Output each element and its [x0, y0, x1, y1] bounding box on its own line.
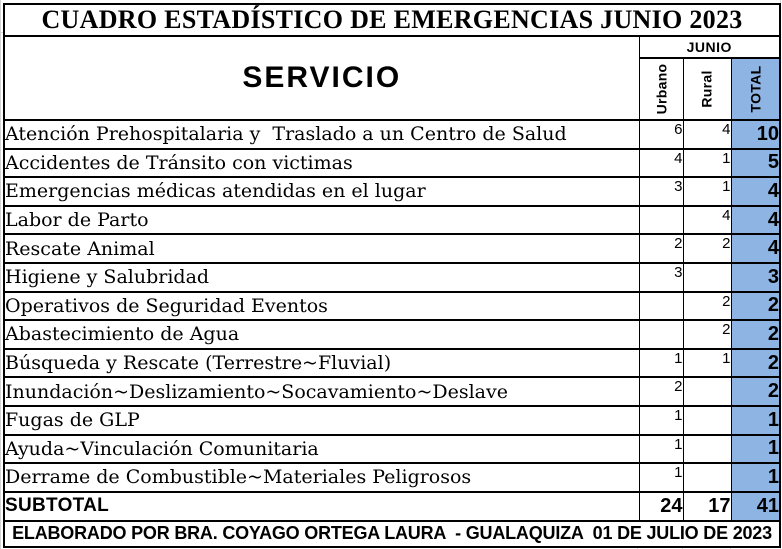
total-value: 1	[731, 435, 780, 464]
service-name: Abastecimiento de Agua	[4, 320, 639, 349]
table-row	[4, 435, 780, 464]
table-row	[4, 120, 780, 149]
total-column-header	[731, 58, 780, 120]
month-header: JUNIO	[639, 36, 780, 58]
rural-column-header	[683, 58, 731, 120]
rural-value: 4	[683, 206, 731, 235]
table-row	[4, 320, 780, 349]
urbano-value: 3	[639, 177, 683, 206]
sheet-gridline	[0, 0, 1, 549]
title-row	[4, 4, 780, 36]
total-value: 2	[731, 292, 780, 321]
table-row	[4, 349, 780, 378]
total-value: 1	[731, 463, 780, 492]
table-row	[4, 206, 780, 235]
total-value: 5	[731, 149, 780, 178]
urbano-value: 1	[639, 463, 683, 492]
subtotal-urbano-value: 24	[639, 492, 683, 521]
service-name: Higiene y Salubridad	[4, 263, 639, 292]
urbano-value: 1	[639, 349, 683, 378]
footer-row	[4, 521, 780, 547]
rural-value: 2	[683, 320, 731, 349]
rural-value	[683, 463, 731, 492]
service-name: Accidentes de Tránsito con victimas	[4, 149, 639, 178]
rural-value: 1	[683, 149, 731, 178]
elaborated-by-note: ELABORADO POR BRA. COYAGO ORTEGA LAURA - GUALAQUIZA 01 DE JULIO DE 2023	[4, 521, 780, 547]
urbano-value: 2	[639, 377, 683, 406]
table-row	[4, 377, 780, 406]
urbano-value	[639, 292, 683, 321]
service-name: Derrame de Combustible~Materiales Peligrosos	[4, 463, 639, 492]
table-row	[4, 177, 780, 206]
rural-value	[683, 263, 731, 292]
rural-value	[683, 406, 731, 435]
total-value: 1	[731, 406, 780, 435]
service-rows	[4, 120, 780, 492]
urbano-value: 4	[639, 149, 683, 178]
urbano-value	[639, 206, 683, 235]
table-row	[4, 463, 780, 492]
total-column-label: TOTAL	[747, 65, 764, 113]
total-value: 10	[731, 120, 780, 149]
urbano-value	[639, 320, 683, 349]
total-value: 2	[731, 377, 780, 406]
total-value: 4	[731, 234, 780, 263]
urbano-value: 1	[639, 435, 683, 464]
header-row-month	[4, 36, 780, 58]
total-value: 4	[731, 206, 780, 235]
total-value: 2	[731, 320, 780, 349]
rural-value: 2	[683, 292, 731, 321]
service-name: Operativos de Seguridad Eventos	[4, 292, 639, 321]
total-value: 4	[731, 177, 780, 206]
total-value: 2	[731, 349, 780, 378]
service-name: Búsqueda y Rescate (Terrestre~Fluvial)	[4, 349, 639, 378]
table-row	[4, 406, 780, 435]
service-column-header: SERVICIO	[4, 36, 639, 120]
service-name: Labor de Parto	[4, 206, 639, 235]
service-name: Inundación~Deslizamiento~Socavamiento~Deslave	[4, 377, 639, 406]
urbano-column-label: Urbano	[653, 63, 669, 115]
urbano-value: 6	[639, 120, 683, 149]
service-name: Fugas de GLP	[4, 406, 639, 435]
rotated-label-box	[732, 59, 780, 119]
rural-value: 4	[683, 120, 731, 149]
table-row	[4, 149, 780, 178]
subtotal-label: SUBTOTAL	[4, 492, 639, 521]
urbano-column-header	[639, 58, 683, 120]
rural-column-label: Rural	[698, 70, 715, 108]
urbano-value: 3	[639, 263, 683, 292]
table-row	[4, 292, 780, 321]
service-name: Rescate Animal	[4, 234, 639, 263]
rural-value: 1	[683, 349, 731, 378]
service-name: Ayuda~Vinculación Comunitaria	[4, 435, 639, 464]
subtotal-row	[4, 492, 780, 521]
urbano-value: 1	[639, 406, 683, 435]
table-row	[4, 234, 780, 263]
service-name: Emergencias médicas atendidas en el lugar	[4, 177, 639, 206]
rotated-label-box	[640, 59, 683, 119]
subtotal-rural-value: 17	[683, 492, 731, 521]
urbano-value: 2	[639, 234, 683, 263]
rural-value	[683, 435, 731, 464]
total-value: 3	[731, 263, 780, 292]
rotated-label-box	[684, 59, 731, 119]
service-name: Atención Prehospitalaria y Traslado a un Centro de Salud	[4, 120, 639, 149]
rural-value: 2	[683, 234, 731, 263]
table-row	[4, 263, 780, 292]
subtotal-total-value: 41	[731, 492, 780, 521]
emergencies-table	[3, 3, 781, 548]
rural-value: 1	[683, 177, 731, 206]
table-title: CUADRO ESTADÍSTICO DE EMERGENCIAS JUNIO 2023	[4, 4, 780, 36]
rural-value	[683, 377, 731, 406]
